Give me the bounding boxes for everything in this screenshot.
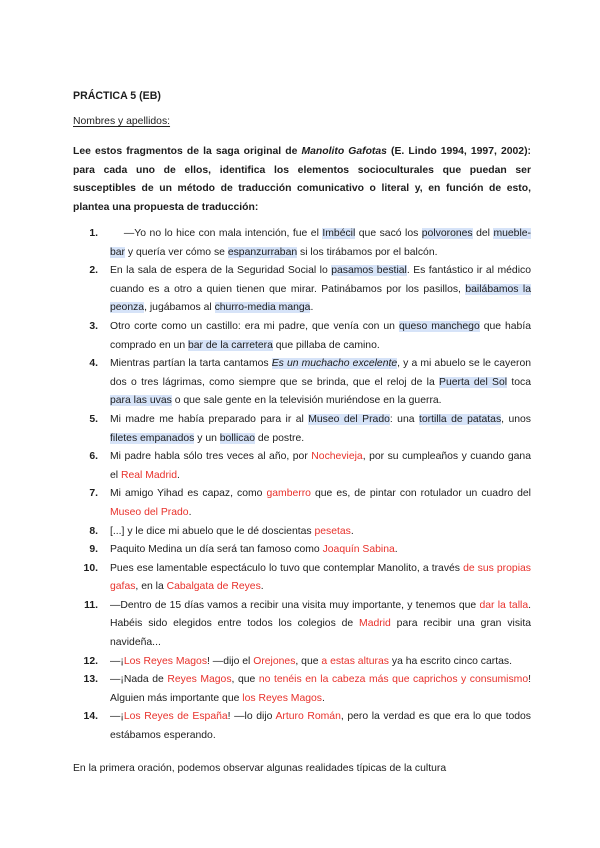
fragment-text: Otro corte como un castillo: era mi padre, que venía con un bbox=[110, 320, 399, 332]
fragment-item bbox=[73, 708, 531, 745]
fragment-text: , pero la verdad es que era lo que todos estábamos esperando. bbox=[110, 711, 531, 742]
cultural-term: Museo del Prado bbox=[110, 506, 189, 518]
fragment-text: . bbox=[177, 469, 180, 481]
cultural-term: Los Reyes Magos bbox=[123, 655, 208, 667]
fragment-text: , y a mi abuelo se le cayeron dos o tres lágrimas, como siempre que se brinda, que el reloj de la bbox=[110, 358, 532, 388]
cultural-term: de sus propias gafas bbox=[110, 562, 531, 593]
fragment-text: —Yo no lo hice con mala intención, fue el bbox=[110, 228, 323, 239]
cultural-term: pesetas bbox=[314, 525, 351, 537]
fragment-text: . Habéis sido elegidos entre todos los colegios de bbox=[110, 599, 531, 630]
fragment-text: del bbox=[472, 228, 494, 239]
highlighted-term: mueble-bar bbox=[110, 228, 531, 258]
fragment-item bbox=[73, 485, 531, 522]
fragment-text: que pillaba de camino. bbox=[272, 339, 380, 351]
fragment-text: —¡ bbox=[110, 711, 124, 723]
fragment-item bbox=[73, 597, 531, 653]
fragment-text: Mi madre me había preparado para ir al bbox=[110, 413, 309, 425]
fragment-item bbox=[73, 355, 531, 411]
highlighted-term: Imbécil bbox=[322, 228, 356, 239]
fragment-text: , que bbox=[231, 674, 259, 686]
highlighted-term: espanzurraban bbox=[227, 246, 298, 258]
fragment-item bbox=[73, 653, 531, 672]
fragment-number: 13. bbox=[83, 674, 98, 686]
highlighted-term: pasamos bestial bbox=[331, 265, 407, 277]
page-title: PRÁCTICA 5 (EB) bbox=[73, 90, 161, 102]
fragments-list bbox=[73, 225, 531, 746]
cultural-term: no tenéis en la cabeza más que caprichos y consumismo bbox=[258, 674, 529, 686]
fragment-text: , que bbox=[295, 655, 322, 667]
fragment-item bbox=[73, 671, 531, 708]
fragment-text: —¡Nada de bbox=[110, 674, 168, 686]
fragment-text: si los tirábamos por el balcón. bbox=[297, 246, 438, 258]
fragment-text: . bbox=[321, 692, 325, 704]
highlighted-term: bailábamos la peonza bbox=[110, 283, 531, 314]
intro-text-before: Lee estos fragmentos de la saga original de bbox=[73, 146, 302, 157]
fragment-text: Mientras partían la tarta cantamos bbox=[110, 358, 272, 370]
fragment-text: para recibir una gran visita navideña... bbox=[110, 618, 531, 649]
fragment-text: . bbox=[310, 302, 314, 314]
intro-text-after: (E. Lindo 1994, 1997, 2002): para cada uno de ellos, identifica los elementos socioculturales que puedan ser susceptibles de un método de traducción comunicativo o literal y, en función de esto, plantea una propuesta de traducción: bbox=[73, 146, 531, 213]
cultural-term: Real Madrid bbox=[120, 469, 178, 481]
cultural-term: Arturo Román bbox=[275, 711, 341, 723]
fragment-item bbox=[73, 225, 531, 262]
answer-paragraph: En la primera oración, podemos observar algunas realidades típicas de la cultura bbox=[73, 763, 447, 774]
highlighted-term: polvorones bbox=[421, 228, 473, 239]
cultural-term: Nochevieja bbox=[311, 451, 363, 463]
fragment-number: 12. bbox=[83, 655, 98, 667]
fragment-number: 3. bbox=[89, 320, 98, 332]
cultural-term: Orejones bbox=[253, 655, 296, 667]
fragment-item bbox=[73, 448, 531, 485]
highlighted-term: bar de la carretera bbox=[187, 339, 273, 351]
fragment-item bbox=[73, 262, 531, 318]
fragment-text: Pues ese lamentable espectáculo lo tuvo que contemplar Manolito, a través bbox=[110, 562, 464, 574]
fragment-number: 5. bbox=[89, 413, 98, 425]
highlighted-term: Puerta del Sol bbox=[439, 376, 508, 388]
fragment-number: 10. bbox=[83, 562, 98, 574]
fragment-number: 9. bbox=[89, 544, 98, 556]
fragment-text: . bbox=[394, 544, 398, 556]
fragment-text: de postre. bbox=[255, 432, 305, 444]
cultural-term: a estas alturas bbox=[321, 655, 389, 667]
fragment-number: 2. bbox=[89, 265, 98, 277]
highlighted-term: para las uvas bbox=[110, 395, 172, 407]
fragment-text: . bbox=[260, 581, 264, 593]
fragment-number: 7. bbox=[89, 488, 98, 500]
fragment-text: Paquito Medina un día será tan famoso como bbox=[110, 544, 323, 556]
highlighted-term: churro-media manga bbox=[214, 302, 311, 314]
fragment-text: ! —dijo el bbox=[207, 655, 254, 667]
highlighted-term: queso manchego bbox=[398, 320, 480, 332]
fragment-text: o que sale gente en la televisión muriéndose en la guerra. bbox=[171, 395, 442, 407]
cultural-term: dar la talla bbox=[479, 599, 529, 611]
instructions-paragraph bbox=[73, 143, 531, 217]
fragment-number: 4. bbox=[89, 358, 98, 370]
names-field-label: Nombres y apellidos: bbox=[73, 116, 171, 127]
fragment-number: 1. bbox=[89, 228, 98, 239]
highlighted-term: filetes empanados bbox=[110, 432, 195, 444]
fragment-text: , en la bbox=[135, 581, 167, 593]
fragment-item bbox=[73, 318, 531, 355]
fragment-text: y quería ver cómo se bbox=[125, 246, 228, 258]
fragment-item bbox=[73, 560, 531, 597]
fragment-text: Mi amigo Yihad es capaz, como bbox=[110, 488, 267, 500]
fragment-text: ! Alguien más importante que bbox=[110, 674, 531, 704]
highlighted-term: Museo del Prado bbox=[308, 413, 390, 425]
fragment-number: 11. bbox=[84, 599, 98, 611]
highlighted-song-title: Es un muchacho excelente bbox=[271, 358, 398, 370]
fragment-text: Mi padre habla sólo tres veces al año, por bbox=[110, 451, 312, 463]
highlighted-term: bollicao bbox=[219, 432, 256, 444]
fragment-text: ya ha escrito cinco cartas. bbox=[388, 655, 512, 667]
cultural-term: Los Reyes de España bbox=[123, 711, 228, 723]
fragment-text: En la sala de espera de la Seguridad Social lo bbox=[110, 265, 332, 277]
fragment-text: y un bbox=[194, 432, 220, 444]
fragment-text: . bbox=[188, 506, 192, 518]
cultural-term: Reyes Magos bbox=[167, 674, 232, 686]
fragment-text: —Dentro de 15 días vamos a recibir una visita muy importante, y tenemos que bbox=[110, 599, 480, 611]
fragment-text: que es, de pintar con rotulador un cuadro del bbox=[310, 488, 531, 500]
fragment-text: , jugábamos al bbox=[144, 302, 215, 314]
fragment-text: : una bbox=[389, 413, 419, 425]
cultural-term: Joaquín Sabina bbox=[322, 544, 395, 556]
book-title: Manolito Gafotas bbox=[301, 146, 387, 157]
fragment-number: 6. bbox=[89, 451, 98, 463]
fragment-text: que había comprado en un bbox=[110, 320, 531, 351]
fragment-text: . Es fantástico ir al médico cuando es a otro a quien tienen que mirar. Patinábamos por los pasillos, bbox=[110, 265, 531, 295]
fragment-text: , por su cumpleaños y cuando gana el bbox=[110, 451, 531, 481]
cultural-term: gamberro bbox=[266, 488, 311, 500]
fragment-text: ! —lo dijo bbox=[227, 711, 276, 723]
fragment-text: que sacó los bbox=[355, 228, 422, 239]
fragment-number: 8. bbox=[89, 525, 98, 537]
cultural-term: Madrid bbox=[359, 618, 391, 630]
fragment-number: 14. bbox=[83, 711, 98, 723]
cultural-term: los Reyes Magos bbox=[242, 692, 322, 704]
fragment-item bbox=[73, 523, 531, 542]
fragment-text: [...] y le dice mi abuelo que le dé doscientas bbox=[110, 525, 315, 537]
fragment-item bbox=[73, 541, 531, 560]
cultural-term: Cabalgata de Reyes bbox=[166, 581, 261, 593]
fragment-text: toca bbox=[507, 376, 531, 388]
fragment-text: —¡ bbox=[110, 655, 124, 667]
highlighted-term: tortilla de patatas bbox=[418, 413, 502, 425]
fragment-text: , unos bbox=[501, 413, 531, 425]
fragment-text: . bbox=[350, 525, 354, 537]
fragment-item bbox=[73, 411, 531, 448]
